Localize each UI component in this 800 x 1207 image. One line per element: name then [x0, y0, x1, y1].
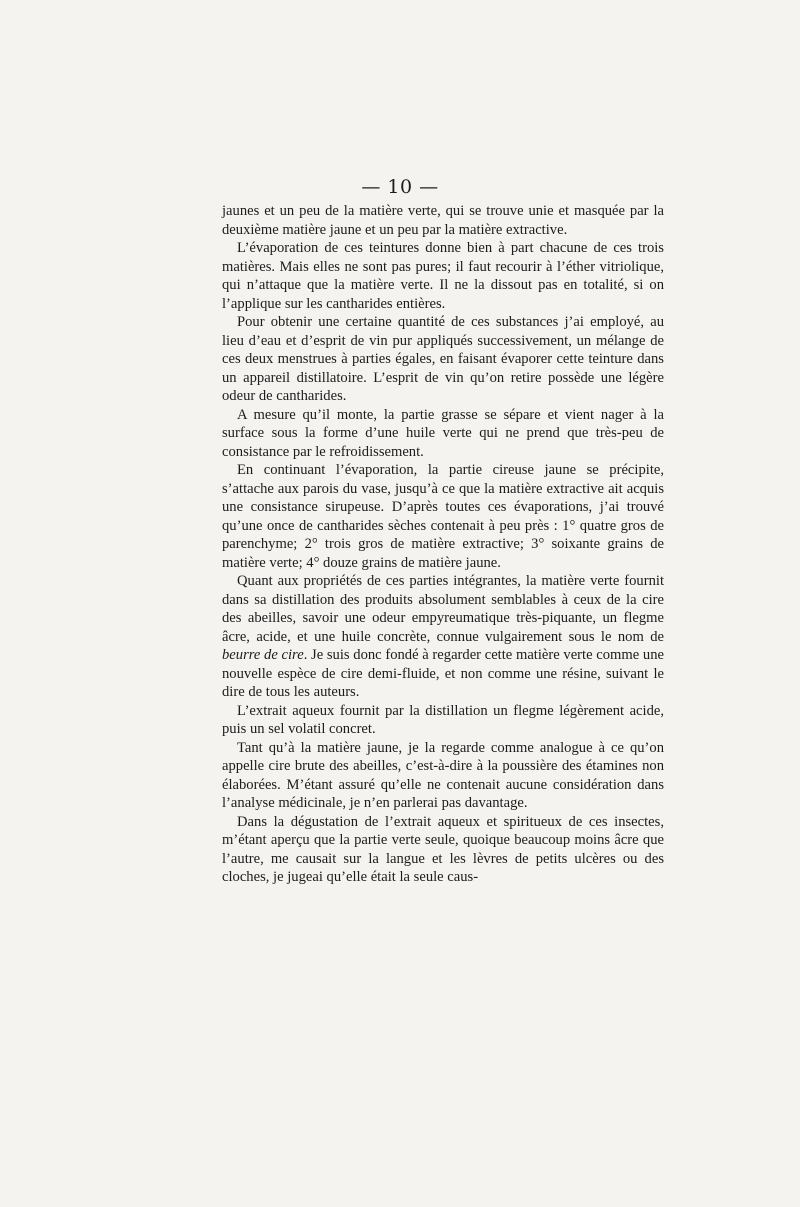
- paragraph-3: Pour obtenir une certaine quantité de ces substances j’ai employé, au lieu d’eau et d’esprit de vin pur appliqués successivement, un mélange de ces deux menstrues à parties égales, en faisant évaporer cette teinture dans un appareil distillatoire. L’esprit de vin qu’on retire possède une légère odeur de cantharides.: [222, 314, 664, 404]
- paragraph-8: Tant qu’à la matière jaune, je la regarde comme analogue à ce qu’on appelle cire brute des abeilles, c’est-à-dire à la poussière des étamines non élaborées. M’étant assuré qu’elle ne contenait aucune considération dans l’analyse médicinale, je n’en parlerai pas davantage.: [222, 739, 664, 811]
- paragraph-6: [222, 572, 664, 702]
- paragraph-4: A mesure qu’il monte, la partie grasse se sépare et vient nager à la surface sous la forme d’une huile verte qui ne prend que très-peu de consistance par le refroidissement.: [222, 406, 664, 460]
- paragraph-6-italic-term: beurre de cire: [222, 647, 304, 663]
- paragraph-5: En continuant l’évaporation, la partie cireuse jaune se précipite, s’attache aux parois du vase, jusqu’à ce que la matière extractive ait acquis une consistance sirupeuse. D’après toutes ces évaporations, j’ai trouvé qu’une once de cantharides sèches contenait à peu près : 1° quatre gros de parenchyme; 2° trois gros de matière extractive; 3° soixante grains de matière verte; 4° douze grains de matière jaune.: [222, 462, 664, 571]
- paragraph-6-text-before: Quant aux propriétés de ces parties intégrantes, la matière verte fournit dans sa distillation des produits absolument semblables à ceux de la cire des abeilles, savoir une odeur empyreumatique très-piquante, un flegme âcre, acide, et une huile concrète, connue vulgairement sous le nom de: [222, 573, 664, 645]
- body-text: [222, 202, 664, 887]
- paragraph-6-text-after: . Je suis donc fondé à regarder cette matière verte comme une nouvelle espèce de cire demi-fluide, et non comme une résine, suivant le dire de tous les auteurs.: [222, 647, 664, 700]
- paragraph-7: L’extrait aqueux fournit par la distillation un flegme légèrement acide, puis un sel volatil concret.: [222, 702, 664, 737]
- paragraph-2: L’évaporation de ces teintures donne bien à part chacune de ces trois matières. Mais elles ne sont pas pures; il faut recourir à l’éther vitriolique, qui n’attaque que la matière verte. Il ne la dissout pas en totalité, si on l’applique sur les cantharides entières.: [222, 240, 664, 312]
- paragraph-1: jaunes et un peu de la matière verte, qui se trouve unie et masquée par la deuxième matière jaune et un peu par la matière extractive.: [222, 203, 664, 238]
- page-number: — 10 —: [361, 176, 439, 198]
- paragraph-9: Dans la dégustation de l’extrait aqueux et spiritueux de ces insectes, m’étant aperçu que la partie verte seule, quoique beaucoup moins âcre que l’autre, me causait sur la langue et les lèvres de petits ulcères ou des cloches, je jugeai qu’elle était la seule caus-: [222, 813, 664, 885]
